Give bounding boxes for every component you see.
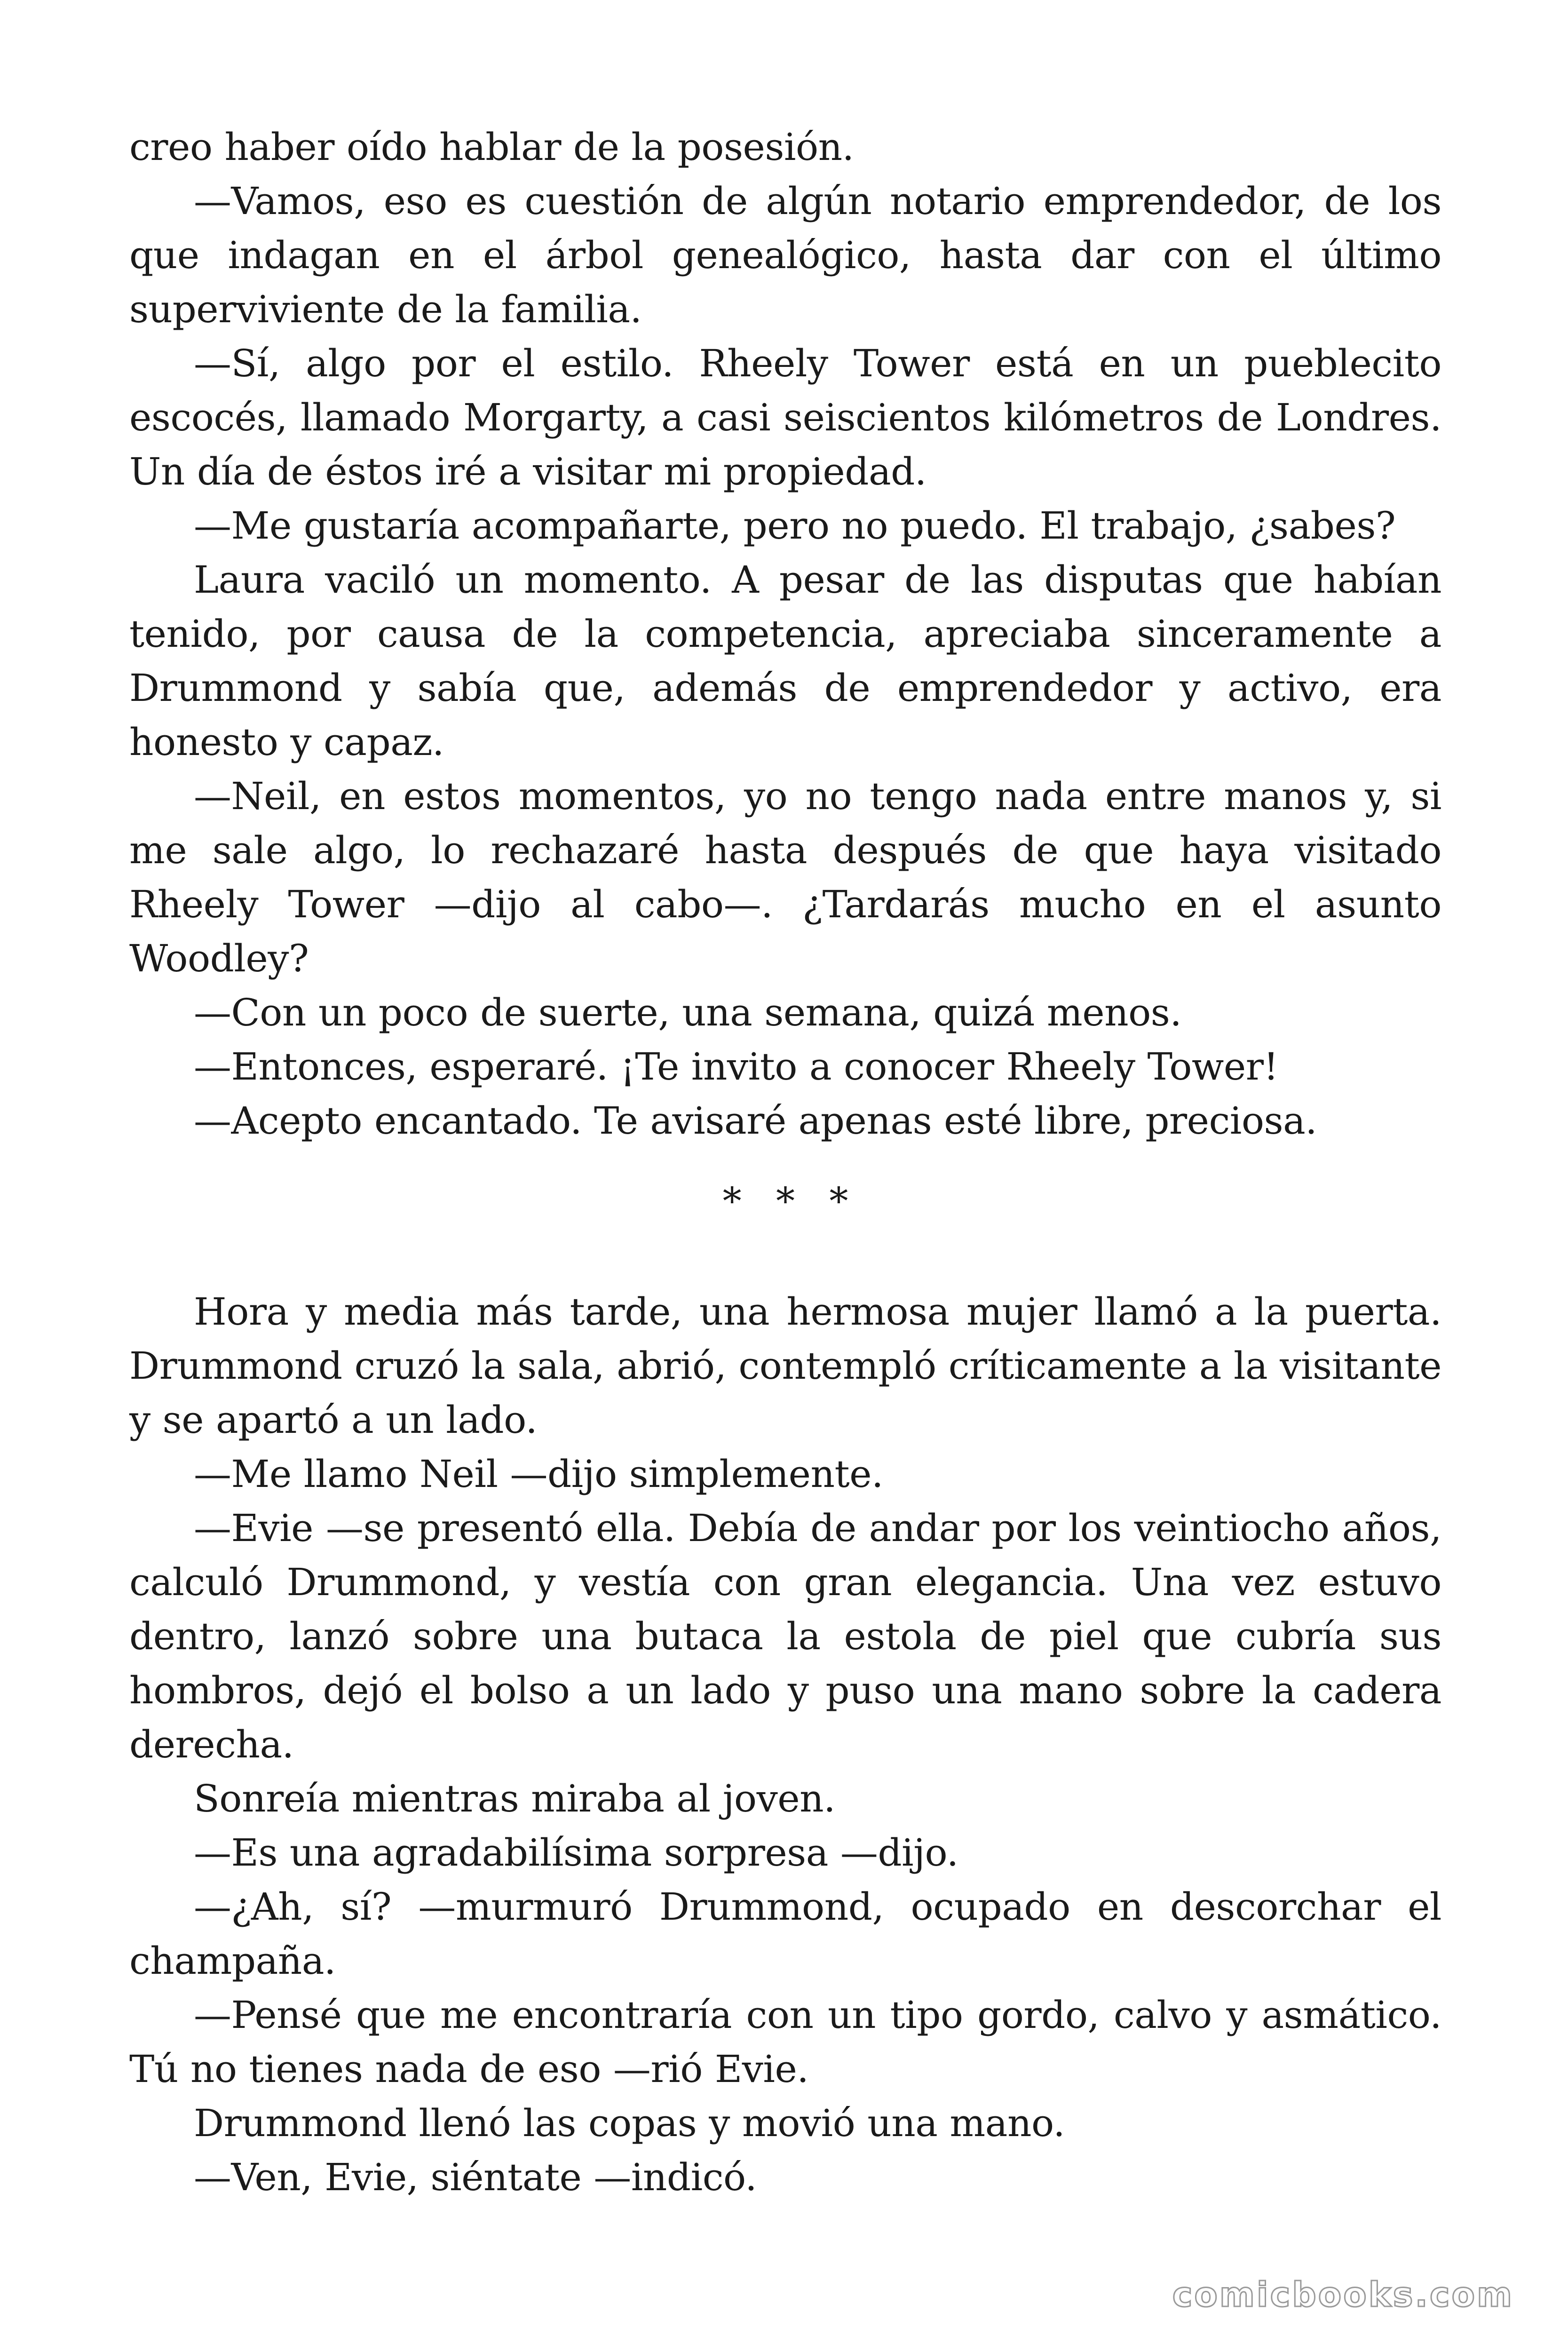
book-page-text bbox=[129, 120, 1441, 2204]
paragraph: creo haber oído hablar de la posesión. bbox=[129, 125, 854, 169]
paragraph: —Es una agradabilísima sorpresa —dijo. bbox=[194, 1831, 958, 1875]
paragraph: —Vamos, eso es cuestión de algún notario emprendedor, de los que indagan en el árbol genealógico, hasta dar con el último superviviente de la familia. bbox=[129, 179, 1441, 331]
paragraph: Sonreía mientras miraba al joven. bbox=[194, 1777, 836, 1820]
paragraph: —Entonces, esperaré. ¡Te invito a conocer Rheely Tower! bbox=[194, 1045, 1279, 1089]
paragraph: —Acepto encantado. Te avisaré apenas esté libre, preciosa. bbox=[194, 1099, 1317, 1143]
paragraph: —Evie —se presentó ella. Debía de andar por los veintiocho años, calculó Drummond, y vestía con gran elegancia. Una vez estuvo dentro, lanzó sobre una butaca la estola de piel que cubría sus hombros, dejó el bolso a un lado y puso una mano sobre la cadera derecha. bbox=[129, 1506, 1441, 1766]
watermark: comicbooks.com bbox=[1172, 2275, 1514, 2314]
paragraph: —Neil, en estos momentos, yo no tengo nada entre manos y, si me sale algo, lo rechazaré hasta después de que haya visitado Rheely Tower —dijo al cabo—. ¿Tardarás mucho en el asunto Woodley? bbox=[129, 774, 1441, 980]
paragraph: —¿Ah, sí? —murmuró Drummond, ocupado en descorchar el champaña. bbox=[129, 1885, 1441, 1983]
paragraph: Drummond llenó las copas y movió una mano. bbox=[194, 2101, 1065, 2145]
paragraph: —Con un poco de suerte, una semana, quizá menos. bbox=[194, 991, 1182, 1034]
paragraph: —Sí, algo por el estilo. Rheely Tower está en un pueblecito escocés, llamado Morgarty, a casi seiscientos kilómetros de Londres. Un día de éstos iré a visitar mi propiedad. bbox=[129, 342, 1441, 493]
paragraph: —Ven, Evie, siéntate —indicó. bbox=[194, 2155, 757, 2199]
paragraph: —Me gustaría acompañarte, pero no puedo. El trabajo, ¿sabes? bbox=[194, 504, 1396, 548]
paragraph: Laura vaciló un momento. A pesar de las disputas que habían tenido, por causa de la competencia, apreciaba sinceramente a Drummond y sabía que, además de emprendedor y activo, era honesto y capaz. bbox=[129, 558, 1441, 764]
paragraph: Hora y media más tarde, una hermosa mujer llamó a la puerta. Drummond cruzó la sala, abrió, contempló críticamente a la visitante y se apartó a un lado. bbox=[129, 1290, 1441, 1442]
paragraph: —Pensé que me encontraría con un tipo gordo, calvo y asmático. Tú no tienes nada de eso —rió Evie. bbox=[129, 1993, 1441, 2091]
paragraph: —Me llamo Neil —dijo simplemente. bbox=[194, 1452, 883, 1496]
scene-break: * * * bbox=[722, 1179, 860, 1223]
